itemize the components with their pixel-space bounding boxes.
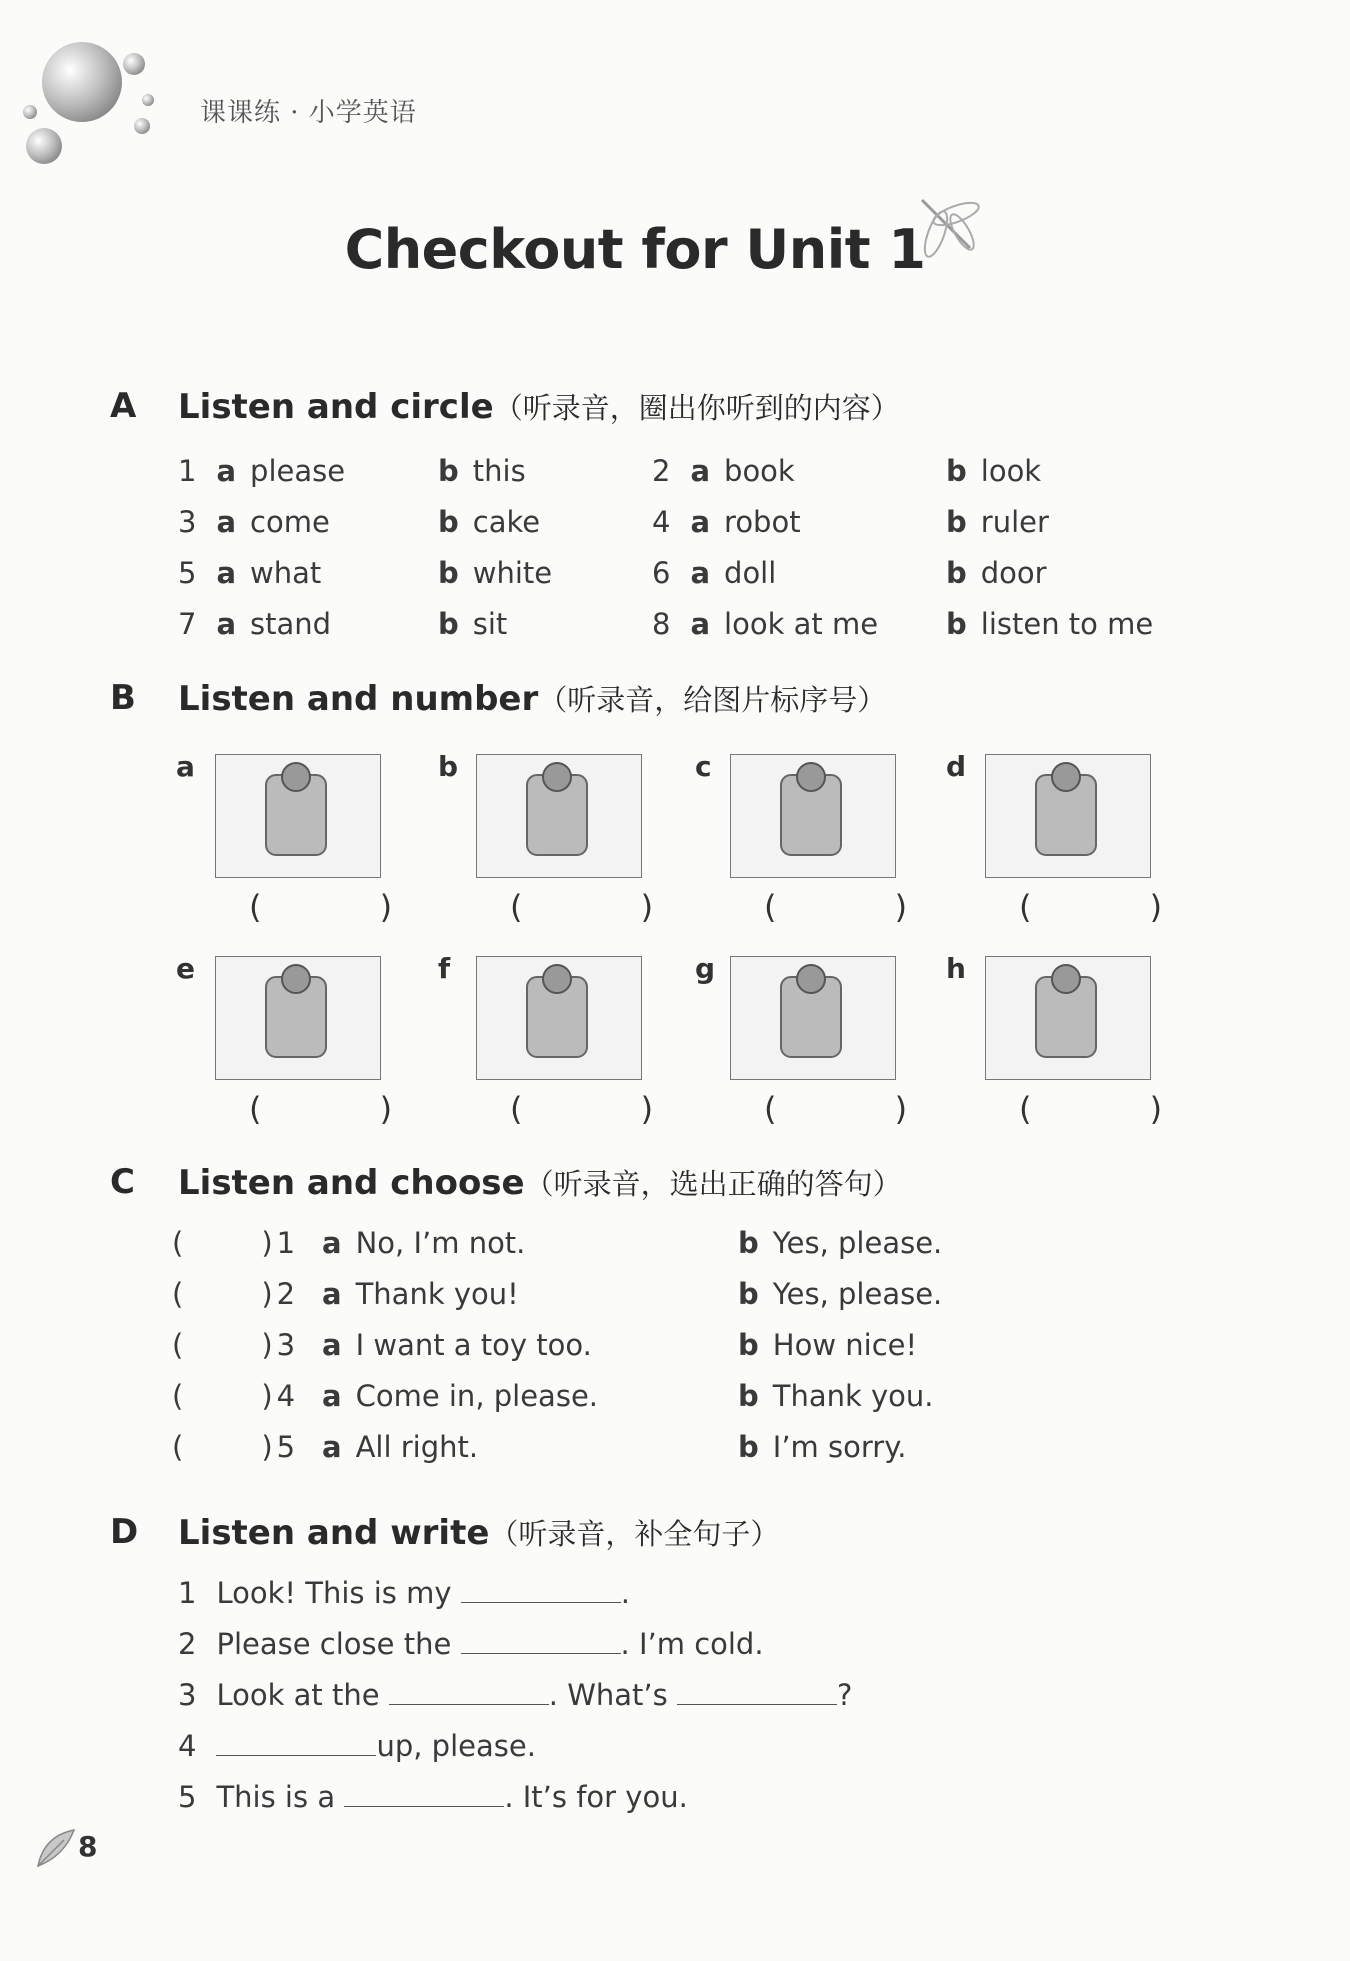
section-a-item-2-option-b[interactable]: b look <box>946 454 1042 488</box>
section-c-letter: C <box>110 1162 135 1202</box>
answer-blank[interactable] <box>216 1729 376 1756</box>
answer-blank[interactable] <box>461 1576 621 1603</box>
section-a-title: Listen and circle（听录音，圈出你听到的内容） <box>178 387 900 427</box>
section-c-item-3-option-a: a I want a toy too. <box>322 1328 592 1362</box>
picture-label-h: h <box>946 952 966 985</box>
picture-label-d: d <box>946 750 967 783</box>
section-c-answer-paren-5[interactable]: ( ) 5 <box>172 1430 296 1464</box>
section-b-title: Listen and number（听录音，给图片标序号） <box>178 679 887 719</box>
section-c-item-4-option-b: b Thank you. <box>738 1379 934 1413</box>
picture-label-c: c <box>695 750 712 783</box>
book-title: 课课练 · 小学英语 <box>200 98 417 128</box>
section-c-title: Listen and choose（听录音，选出正确的答句） <box>178 1163 902 1203</box>
answer-paren-e[interactable]: ( ) <box>249 1090 447 1128</box>
picture-label-a: a <box>176 750 195 783</box>
section-c-answer-paren-3[interactable]: ( ) 3 <box>172 1328 296 1362</box>
answer-paren-b[interactable]: ( ) <box>510 888 708 926</box>
section-d-item-2: 2 Please close the . I’m cold. <box>178 1627 764 1661</box>
section-a-item-4-option-a[interactable]: 4 a robot <box>652 505 801 539</box>
section-a-item-3-option-a[interactable]: 3 a come <box>178 505 330 539</box>
picture-g <box>730 956 896 1080</box>
section-d-letter: D <box>110 1512 139 1552</box>
picture-a <box>215 754 381 878</box>
section-c-item-1-option-b: b Yes, please. <box>738 1226 943 1260</box>
section-d-item-4: 4 up, please. <box>178 1729 536 1763</box>
section-a-item-6-option-a[interactable]: 6 a doll <box>652 556 777 590</box>
answer-paren-c[interactable]: ( ) <box>764 888 962 926</box>
picture-h <box>985 956 1151 1080</box>
section-a-item-8-option-b[interactable]: b listen to me <box>946 607 1154 641</box>
section-c-item-2-option-b: b Yes, please. <box>738 1277 943 1311</box>
section-a-item-7-option-b[interactable]: b sit <box>438 607 508 641</box>
section-c-item-5-option-a: a All right. <box>322 1430 479 1464</box>
section-a-item-1-option-a[interactable]: 1 a please <box>178 454 346 488</box>
picture-c <box>730 754 896 878</box>
answer-blank[interactable] <box>677 1678 837 1705</box>
picture-label-f: f <box>438 952 451 985</box>
section-a-item-1-option-b[interactable]: b this <box>438 454 526 488</box>
section-c-item-4-option-a: a Come in, please. <box>322 1379 598 1413</box>
picture-f <box>476 956 642 1080</box>
answer-paren-h[interactable]: ( ) <box>1019 1090 1217 1128</box>
picture-label-e: e <box>176 952 195 985</box>
section-a-item-7-option-a[interactable]: 7 a stand <box>178 607 332 641</box>
section-d-item-3: 3 Look at the . What’s ? <box>178 1678 853 1712</box>
dragonfly-icon <box>900 186 990 276</box>
answer-blank[interactable] <box>344 1780 504 1807</box>
section-c-answer-paren-4[interactable]: ( ) 4 <box>172 1379 296 1413</box>
section-d-item-1: 1 Look! This is my . <box>178 1576 630 1610</box>
section-c-item-3-option-b: b How nice! <box>738 1328 918 1362</box>
answer-paren-f[interactable]: ( ) <box>510 1090 708 1128</box>
picture-d <box>985 754 1151 878</box>
picture-b <box>476 754 642 878</box>
section-c-item-2-option-a: a Thank you! <box>322 1277 519 1311</box>
picture-label-b: b <box>438 750 459 783</box>
section-a-item-8-option-a[interactable]: 8 a look at me <box>652 607 879 641</box>
answer-blank[interactable] <box>389 1678 549 1705</box>
answer-paren-a[interactable]: ( ) <box>249 888 447 926</box>
page-title: Checkout for Unit 1 <box>344 218 926 281</box>
section-c-answer-paren-2[interactable]: ( ) 2 <box>172 1277 296 1311</box>
picture-e <box>215 956 381 1080</box>
section-c-item-5-option-b: b I’m sorry. <box>738 1430 907 1464</box>
section-a-item-5-option-a[interactable]: 5 a what <box>178 556 322 590</box>
section-d-title: Listen and write（听录音，补全句子） <box>178 1513 780 1553</box>
picture-label-g: g <box>695 952 716 985</box>
section-c-item-1-option-a: a No, I’m not. <box>322 1226 526 1260</box>
section-d-item-5: 5 This is a . It’s for you. <box>178 1780 688 1814</box>
section-a-item-2-option-a[interactable]: 2 a book <box>652 454 795 488</box>
page-number: 8 <box>78 1830 98 1863</box>
section-a-item-5-option-b[interactable]: b white <box>438 556 553 590</box>
section-c-answer-paren-1[interactable]: ( ) 1 <box>172 1226 296 1260</box>
section-a-item-3-option-b[interactable]: b cake <box>438 505 541 539</box>
section-a-item-6-option-b[interactable]: b door <box>946 556 1047 590</box>
section-a-item-4-option-b[interactable]: b ruler <box>946 505 1049 539</box>
section-a-letter: A <box>110 386 137 426</box>
leaf-icon <box>34 1826 78 1870</box>
answer-paren-d[interactable]: ( ) <box>1019 888 1217 926</box>
answer-blank[interactable] <box>461 1627 621 1654</box>
answer-paren-g[interactable]: ( ) <box>764 1090 962 1128</box>
bubbles-decoration <box>0 30 170 170</box>
section-b-letter: B <box>110 678 136 718</box>
